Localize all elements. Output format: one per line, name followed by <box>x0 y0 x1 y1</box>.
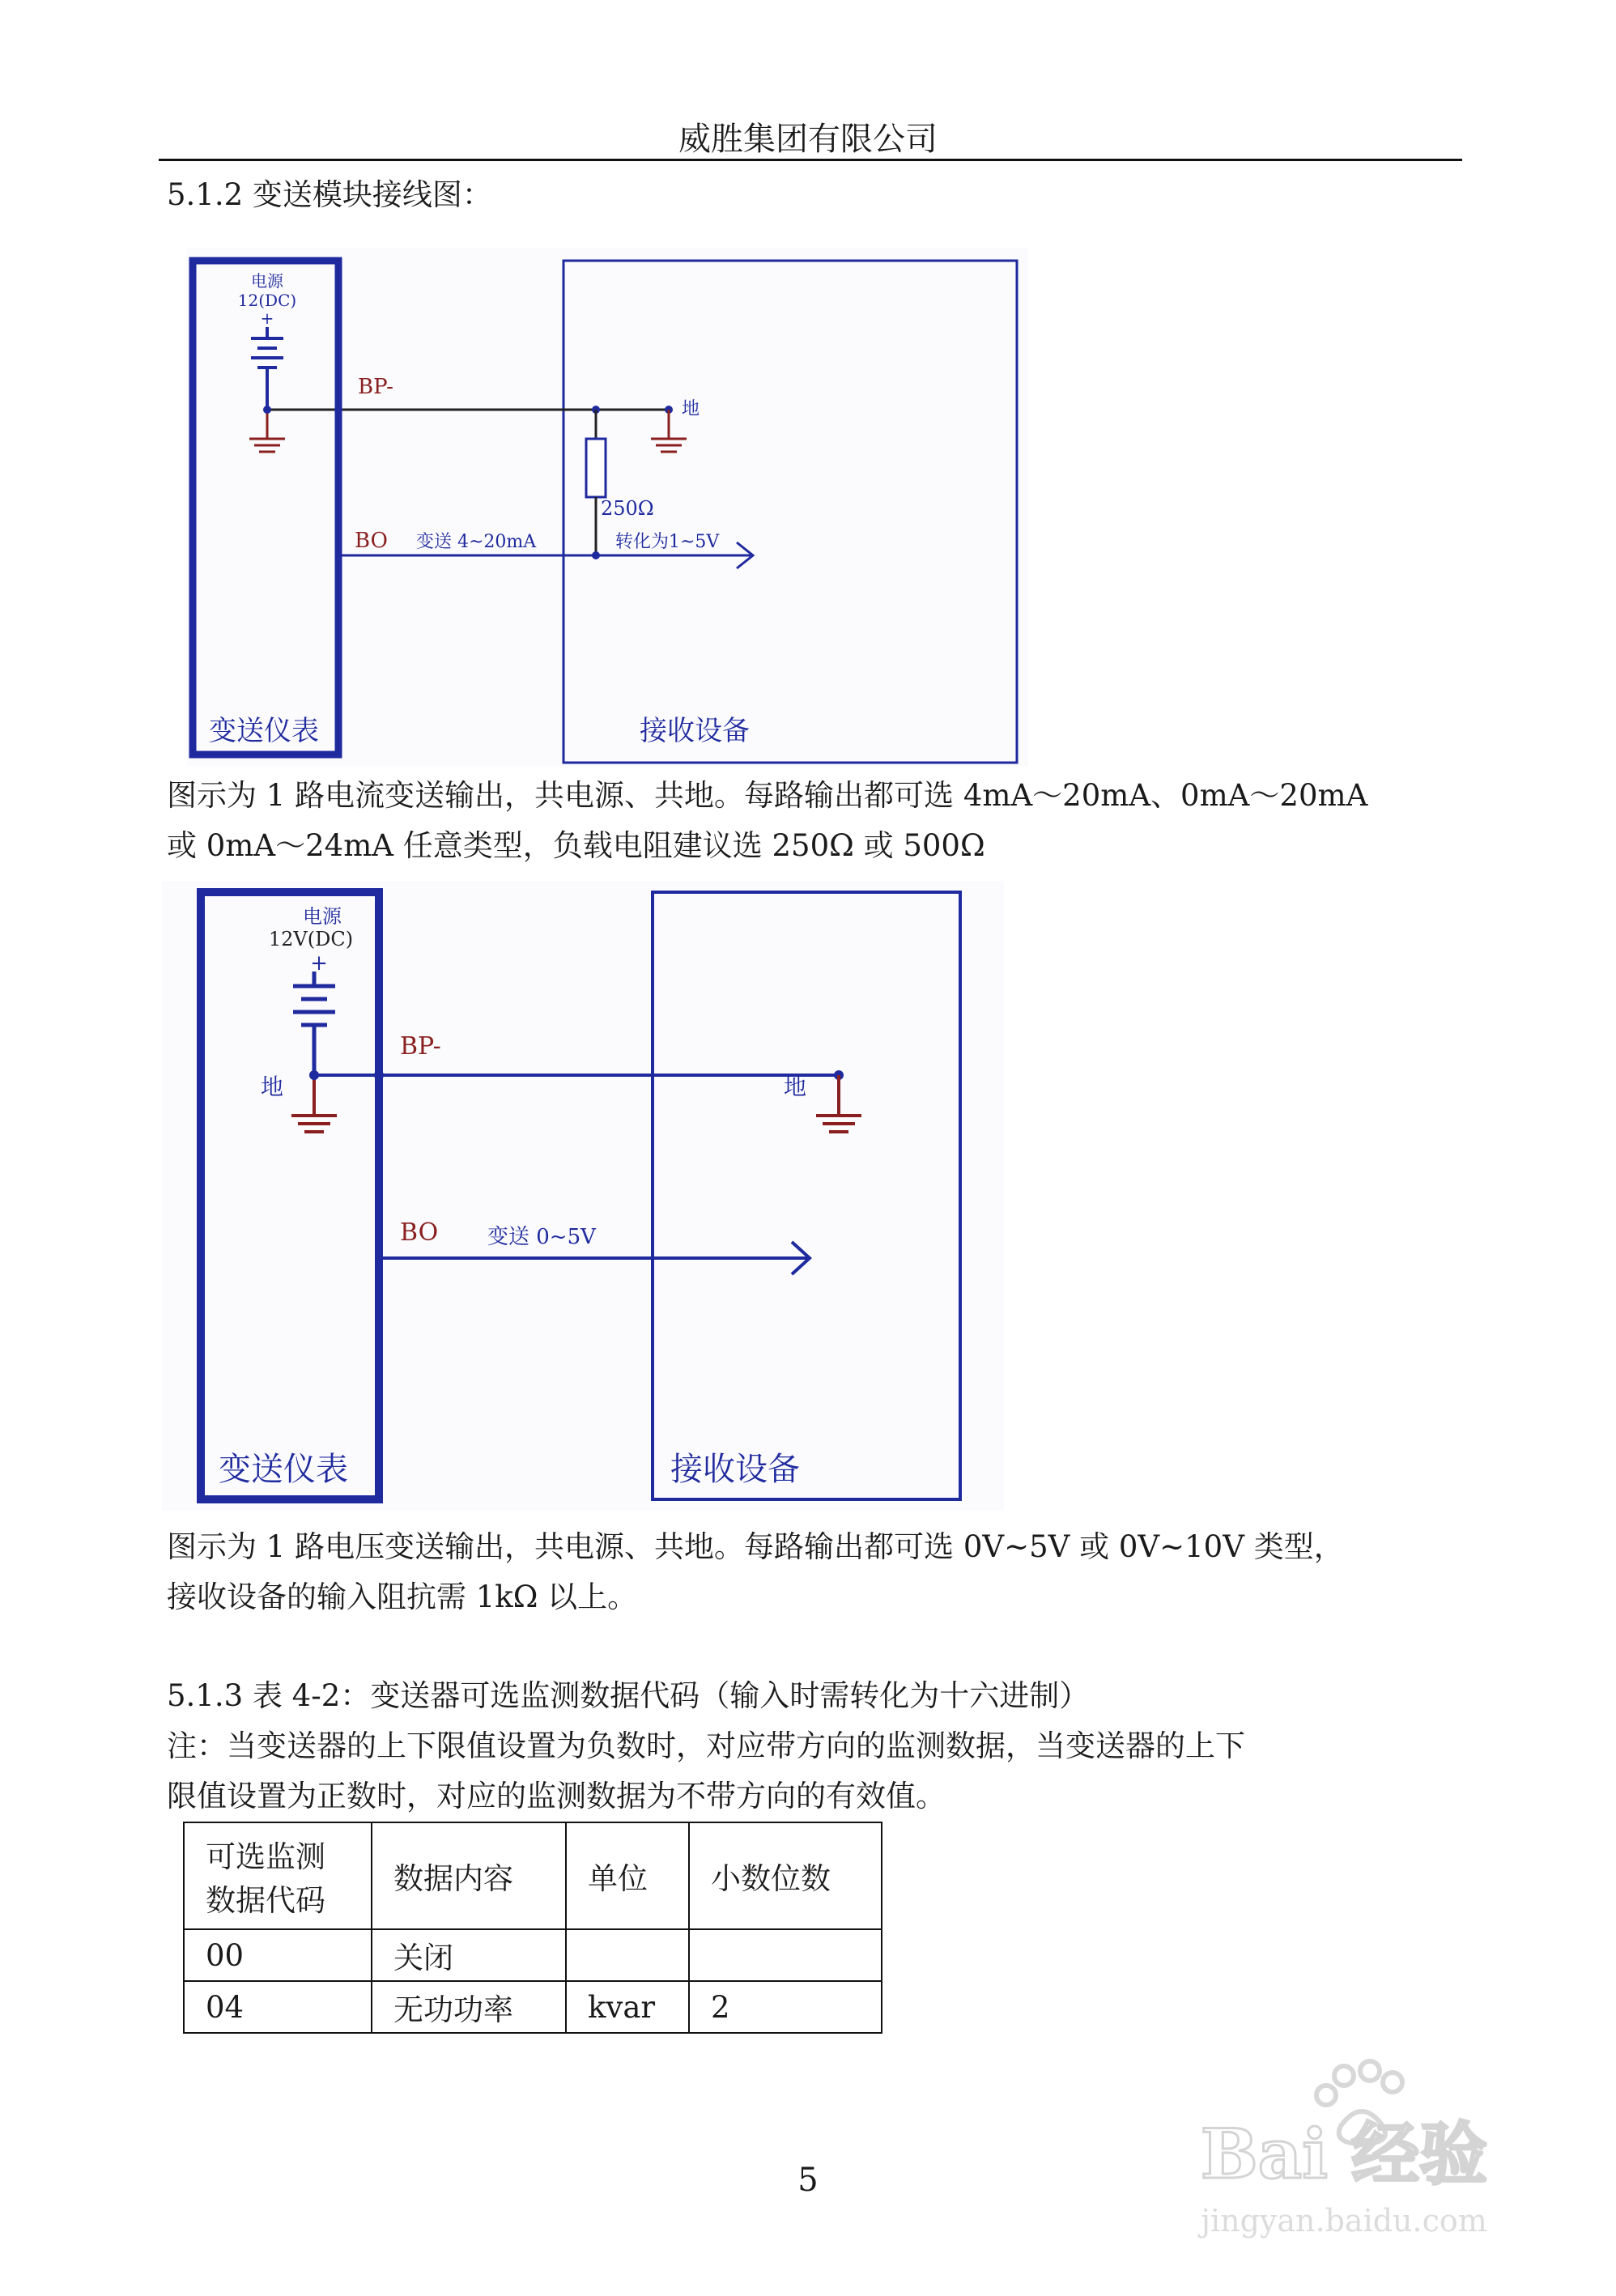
bo-label: BO <box>355 529 388 553</box>
watermark-site: jingyan.baidu.com <box>1201 2203 1487 2239</box>
junction-dot <box>374 1070 384 1080</box>
section-513-heading: 5.1.3 表 4-2：变送器可选监测数据代码（输入时需转化为十六进制） <box>167 1678 1090 1713</box>
header-divider <box>159 159 1462 161</box>
section-513-note-line-1: 注：当变送器的上下限值设置为负数时，对应带方向的监测数据，当变送器的上下 <box>167 1728 1245 1763</box>
cell-code: 00 <box>184 1929 372 1981</box>
caption-2-line-1: 图示为 1 路电压变送输出，共电源、共地。每路输出都可选 0V~5V 或 0V~10V 类型， <box>167 1529 1344 1564</box>
wiring-diagram-current <box>186 248 1028 766</box>
section-513-note-line-2: 限值设置为正数时，对应的监测数据为不带方向的有效值。 <box>167 1779 946 1813</box>
baidu-watermark <box>1150 2048 1538 2251</box>
battery-icon <box>293 972 335 1075</box>
cell-decimals <box>689 1929 882 1981</box>
transmitter-box <box>201 892 379 1499</box>
power-label-2: 12V(DC) <box>268 928 354 950</box>
cell-content: 关闭 <box>372 1929 566 1981</box>
ground-label: 地 <box>682 399 700 419</box>
junction-dot <box>309 1070 319 1080</box>
cell-code: 04 <box>184 1981 372 2033</box>
page-number: 5 <box>797 2162 819 2199</box>
ground-icon-right <box>816 1075 861 1132</box>
ground-icon-left <box>291 1075 337 1132</box>
table-row <box>184 1929 882 1981</box>
section-512-heading: 5.1.2 变送模块接线图： <box>167 177 492 212</box>
caption-1-line-2: 或 0mA～24mA 任意类型，负载电阻建议选 250Ω 或 500Ω <box>167 828 985 863</box>
ground-right-label: 地 <box>784 1074 807 1100</box>
resistor-icon <box>586 439 606 497</box>
junction-dot <box>592 551 600 559</box>
bp-label: BP- <box>400 1032 441 1061</box>
header-code <box>184 1822 372 1929</box>
header-decimals: 小数位数 <box>689 1822 882 1929</box>
monitor-code-table <box>183 1822 882 2034</box>
transmitter-box-label: 变送仪表 <box>209 715 319 747</box>
signal-label: 变送 4~20mA <box>416 532 537 552</box>
table-header-row <box>184 1822 882 1929</box>
header-code-line-2: 数据代码 <box>206 1883 325 1918</box>
plus-sign: + <box>260 308 274 328</box>
header-code-line-1: 可选监测 <box>206 1839 325 1874</box>
header-unit: 单位 <box>566 1822 689 1929</box>
watermark-brand: Bai 经验 <box>1200 2114 1488 2194</box>
cell-content: 无功功率 <box>372 1981 566 2033</box>
caption-2-line-2: 接收设备的输入阻抗需 1kΩ 以上。 <box>167 1580 638 1614</box>
junction-dot <box>334 406 342 414</box>
header-company: 威胜集团有限公司 <box>678 121 938 158</box>
transmitter-box-label: 变送仪表 <box>219 1451 348 1488</box>
cell-decimals: 2 <box>689 1981 882 2033</box>
bo-label: BO <box>400 1218 439 1247</box>
power-label-1: 电源 <box>251 271 283 291</box>
header-content: 数据内容 <box>372 1822 566 1929</box>
caption-1-line-1: 图示为 1 路电流变送输出，共电源、共地。每路输出都可选 4mA～20mA、0mA～20mA <box>167 778 1368 813</box>
ground-left-label: 地 <box>261 1074 284 1100</box>
resistor-label: 250Ω <box>601 497 654 520</box>
receiver-box-label: 接收设备 <box>640 715 750 747</box>
power-label-1: 电源 <box>303 905 342 928</box>
battery-icon <box>251 327 283 410</box>
cell-unit: kvar <box>566 1981 689 2033</box>
junction-dot <box>263 406 271 414</box>
convert-label: 转化为1~5V <box>615 532 720 552</box>
signal-label: 变送 0~5V <box>487 1225 596 1249</box>
plus-sign: + <box>310 951 328 976</box>
wiring-diagram-voltage <box>162 881 1004 1511</box>
power-label-2: 12(DC) <box>237 291 297 310</box>
ground-icon-power <box>249 410 285 452</box>
receiver-box <box>653 892 960 1499</box>
bp-label: BP- <box>358 375 393 399</box>
receiver-box-label: 接收设备 <box>670 1451 800 1488</box>
table-row <box>184 1981 882 2033</box>
cell-unit <box>566 1929 689 1981</box>
